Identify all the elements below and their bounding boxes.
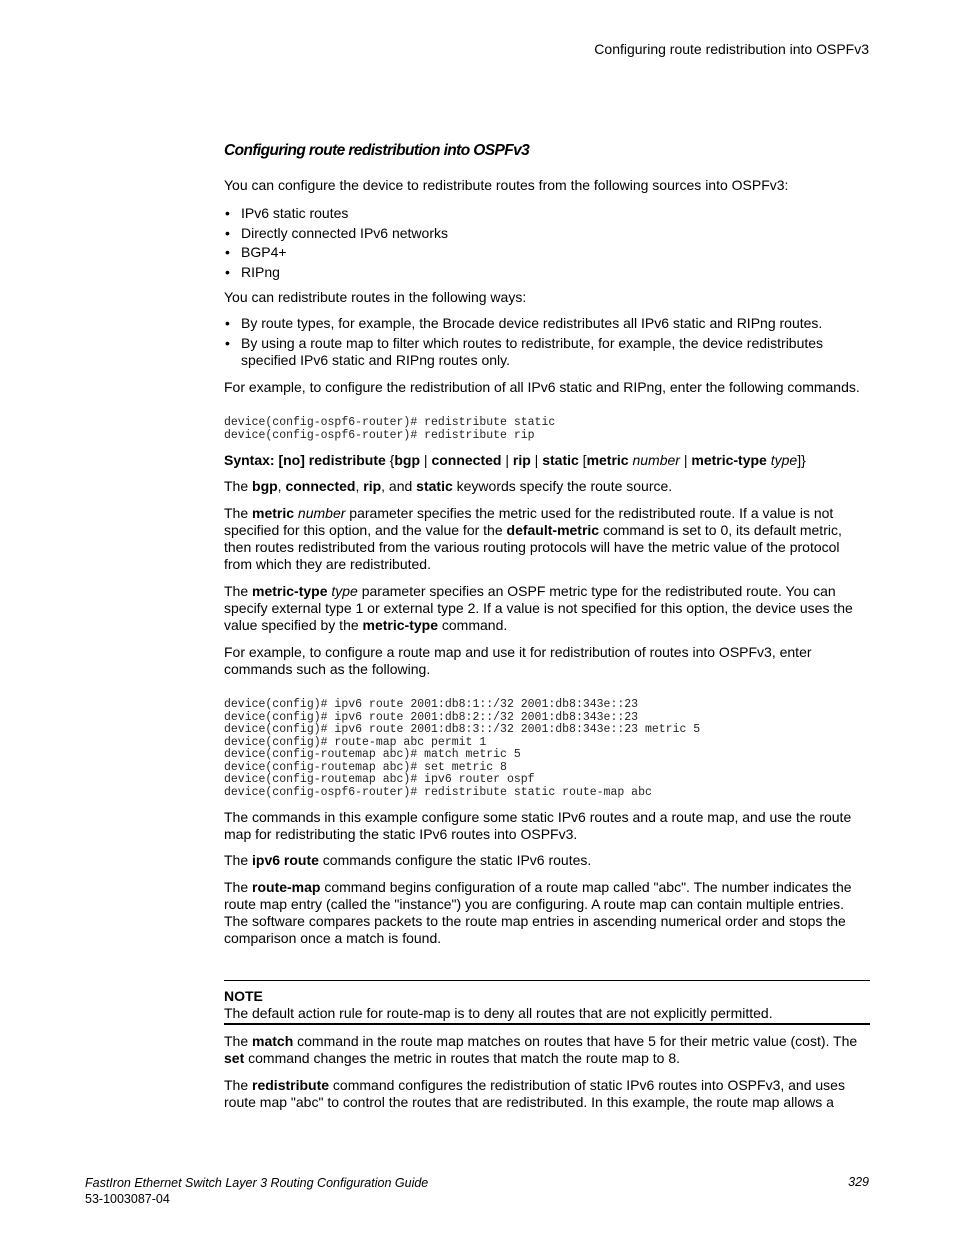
example2-intro: For example, to configure a route map and use it for redistribution of routes into OSPFv3, enter commands such as the following. xyxy=(224,644,812,677)
example1-intro: For example, to configure the redistribution of all IPv6 static and RIPng, enter the following commands. xyxy=(224,379,860,395)
guide-title: FastIron Ethernet Switch Layer 3 Routing Configuration Guide xyxy=(85,1176,429,1190)
doc-number: 53-1003087-04 xyxy=(85,1192,170,1206)
list-item: • RIPng xyxy=(224,263,870,283)
section-title: Configuring route redistribution into OSPFv3 xyxy=(224,142,530,159)
metric-type-paragraph: The metric-type type parameter specifies an OSPF metric type for the redistributed route. You can specify external type 1 or external type 2. If a value is not specified for this option, the device uses the value specified by the metric-type command. xyxy=(224,583,853,633)
source-list xyxy=(224,204,870,282)
ways-list xyxy=(224,315,870,369)
note-bottom-rule xyxy=(224,1023,870,1025)
running-header: Configuring route redistribution into OSPFv3 xyxy=(594,41,869,57)
syntax-line: Syntax: [no] redistribute {bgp | connected | rip | static [metric number | metric-type type]} xyxy=(224,452,806,468)
list-item: • By using a route map to filter which routes to redistribute, for example, the device redistributes specified IPv6 static and RIPng routes only. xyxy=(224,335,870,369)
keywords-paragraph: The bgp, connected, rip, and static keywords specify the route source. xyxy=(224,478,673,494)
code-block-2: device(config)# ipv6 route 2001:db8:1::/32 2001:db8:343e::23 device(config)# ipv6 route 2001:db8:2::/32 2001:db8:343e::23 device(config)# ipv6 route 2001:db8:3::/32 2001:db8:343e::23 metric 5 device(config)# route-map abc permit 1 device(config-routemap abc)# match metric 5 device(config-routemap abc)# set metric 8 device(config-routemap abc)# ipv6 router ospf device(config-ospf6-router)# redistribute static route-map abc xyxy=(224,698,701,799)
commands-paragraph: The commands in this example configure some static IPv6 routes and a route map, and use the route map for redistributing the static IPv6 routes into OSPFv3. xyxy=(224,809,852,842)
list-item: • By route types, for example, the Brocade device redistributes all IPv6 static and RIPng routes. xyxy=(224,315,870,332)
list-item: • IPv6 static routes xyxy=(224,204,870,224)
note-top-rule xyxy=(224,980,870,981)
note-label: NOTE xyxy=(224,988,263,1004)
match-paragraph: The match command in the route map matches on routes that have 5 for their metric value (cost). The set command changes the metric in routes that match the route map to 8. xyxy=(224,1033,858,1066)
page-number: 329 xyxy=(848,1175,869,1189)
intro-paragraph: You can configure the device to redistribute routes from the following sources into OSPFv3: xyxy=(224,177,789,193)
footer-left xyxy=(85,1175,428,1207)
ipv6-route-paragraph: The ipv6 route commands configure the static IPv6 routes. xyxy=(224,852,592,868)
route-map-paragraph: The route-map command begins configuration of a route map called "abc". The number indicates the route map entry (called the "instance") you are configuring. A route map can contain multiple entries. The software compares packets to the route map entries in ascending numerical order and stops the comparison once a match is found. xyxy=(224,879,852,946)
list-item: • BGP4+ xyxy=(224,243,870,263)
ways-intro-paragraph: You can redistribute routes in the following ways: xyxy=(224,289,527,305)
note-text: The default action rule for route-map is to deny all routes that are not explicitly permitted. xyxy=(224,1005,773,1021)
metric-paragraph: The metric number parameter specifies the metric used for the redistributed route. If a value is not specified for this option, and the value for the default-metric command is set to 0, its default metric, then routes redistributed from the various routing protocols will have the metric value of the protocol from which they are redistributed. xyxy=(224,505,842,572)
list-item: • Directly connected IPv6 networks xyxy=(224,224,870,244)
redistribute-paragraph: The redistribute command configures the redistribution of static IPv6 routes into OSPFv3, and uses route map "abc" to control the routes that are redistributed. In this example, the route map allows a xyxy=(224,1077,845,1110)
code-block-1: device(config-ospf6-router)# redistribute static device(config-ospf6-router)# redistribute rip xyxy=(224,416,556,442)
